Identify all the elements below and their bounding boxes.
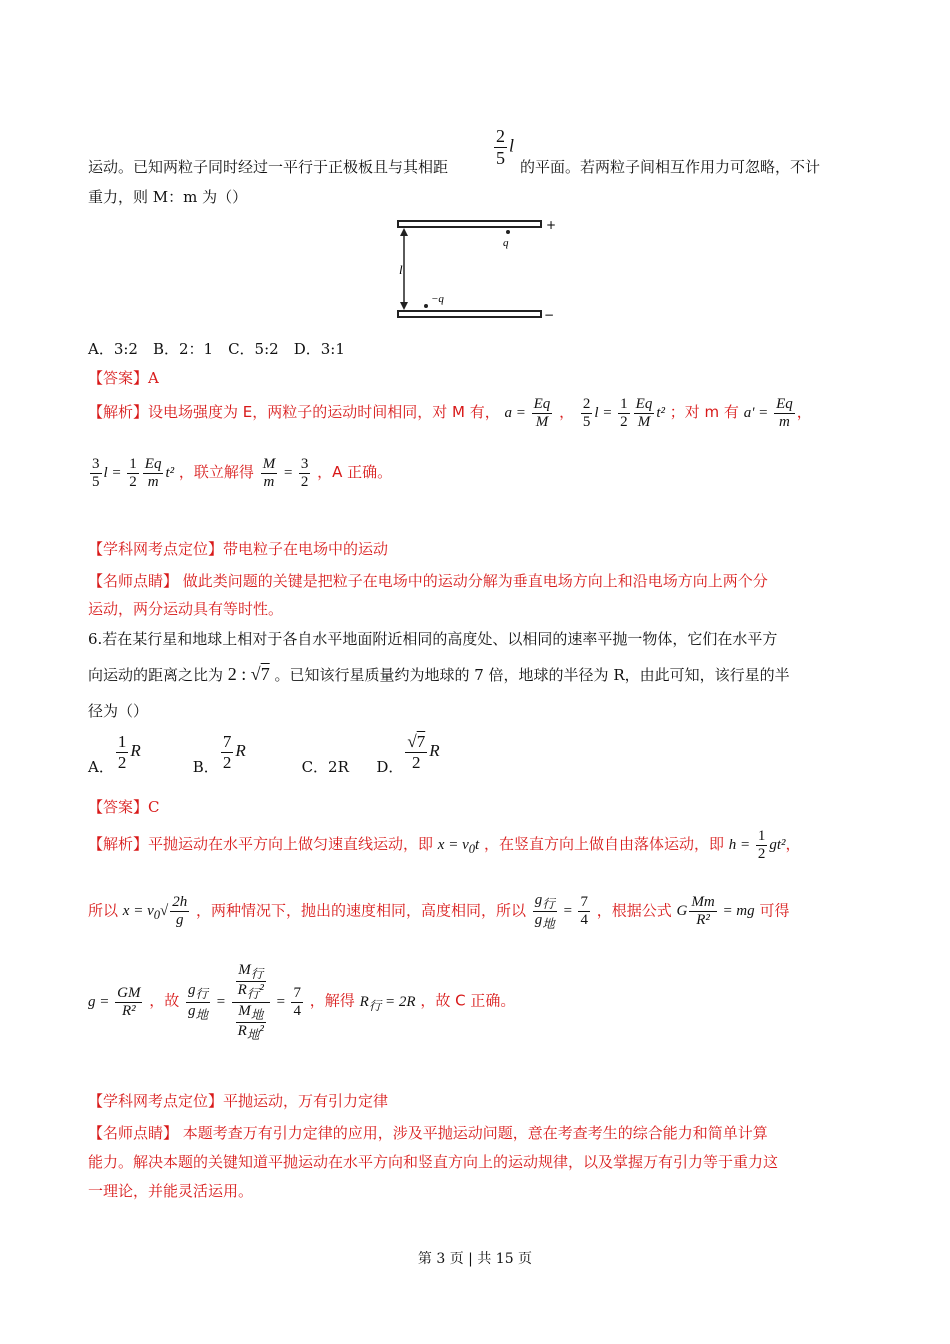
q6-stem-1: 6.若在某行星和地球上相对于各自水平地面附近相同的高度处、以相同的速率平抛一物体，它们在水平方 (88, 630, 778, 648)
negative-plate (398, 311, 541, 317)
q6-dianjing-3: 一理论，并能灵活运用。 (88, 1182, 254, 1200)
q5-dianjing-2: 运动，两分运动具有等时性。 (88, 600, 284, 618)
capacitor-diagram (396, 218, 558, 322)
plus-sign: + (546, 218, 557, 232)
q6-answer: 【答案】C (88, 798, 160, 816)
q5-dianjing-1: 【名师点睛】 做此类问题的关键是把粒子在电场中的运动分解为垂直电场方向上和沿电场方向上两个分 (88, 572, 768, 590)
q5-intro-a: 运动。已知两粒子同时经过一平行于正极板且与其相距 (88, 158, 449, 176)
q6-analysis-line3: g = $\frac{GM}{\text{R²}}$ ，故 $\frac{g_行}{g_地}$ = $\frac{\frac{M_行}{R_行^2}}{\frac{M_地}{R_地^2}}$ = $\frac{7}{4}$ ，解得 $R_行 = 2R$ ，故 C 正确。 (88, 962, 516, 1043)
q6-dianjing-1: 【名师点睛】 本题考查万有引力定律的应用，涉及平抛运动问题，意在考查考生的综合能力和简单计算 (88, 1124, 768, 1142)
q5-intro-b: 的平面。若两粒子间相互作用力可忽略，不计 (520, 158, 821, 176)
particle-q-label: q (503, 237, 509, 249)
q6-stem-2: 向运动的距离之比为 2 : √7 。已知该行星质量约为地球的 7 倍，地球的半径为 R，由此可知，该行星的半 (88, 664, 790, 684)
distance-label: l (399, 262, 403, 277)
q6-analysis-line2: 所以 $x = v_0√$ $\frac{2h}{g}$ ，两种情况下，抛出的速度相同，高度相同，所以 $\frac{g_行}{g_地}$ = $\frac{7}{4}$ ，根据公式 G $\frac{Mm}{\text{R²}}$ = mg 可得 (88, 892, 790, 932)
q6-stem-3: 径为（） (88, 702, 149, 720)
option-a: A． $\frac{1}{2}$ R (88, 732, 141, 776)
particle-neg-q (424, 304, 428, 308)
particle-neg-q-label: −q (431, 293, 444, 305)
particle-q (506, 230, 510, 234)
q5-intro-c: 重力，则 M：m 为（） (88, 188, 248, 206)
page-footer: 第 3 页 | 共 15 页 (417, 1251, 533, 1267)
q5-answer: 【答案】A (88, 369, 159, 387)
q5-kaodian: 【学科网考点定位】带电粒子在电场中的运动 (88, 540, 389, 558)
positive-plate (398, 221, 541, 227)
q5-analysis-line2: $\frac{3}{5}$ l = $\frac{1}{2}$ $\frac{Eq}{m}$ t² ，联立解得 $\frac{M}{m}$ = $\frac{3}{2}$ ，A 正确。 (92, 456, 393, 491)
option-b: B． $\frac{7}{2}$ R (192, 732, 246, 776)
q5-options: A．3:2 B．2：1 C．5:2 D．3:1 (88, 340, 345, 358)
q6-dianjing-2: 能力。解决本题的关键知道平抛运动在水平方向和竖直方向上的运动规律，以及掌握万有引力等于重力这 (88, 1153, 779, 1171)
q5-analysis-line1: 【解析】设电场强度为 E，两粒子的运动时间相同，对 M 有， a = $\frac{Eq}{M}$ ， $\frac{2}{5}$ l = $\frac{1}{2}$ $\frac{Eq}{M}$ t² ；对 m 有 a' = $\frac{Eq}{m}$ ， (88, 396, 812, 431)
minus-sign: − (544, 308, 555, 322)
option-d: D． $\frac{√7}{2}$ R (376, 732, 440, 776)
q6-options (88, 732, 440, 776)
q6-analysis-line1: 【解析】平抛运动在水平方向上做匀速直线运动，即 $x = v_0t$ ，在竖直方向上做自由落体运动，即 h = $\frac{1}{2}$ gt²， (88, 828, 801, 863)
option-c: C．2R (301, 757, 349, 776)
q5-intro-line1 (88, 128, 449, 176)
q5-fraction-2-5-l: $\frac{2}{5}$ l (496, 126, 515, 168)
q6-kaodian: 【学科网考点定位】平抛运动，万有引力定律 (88, 1092, 389, 1110)
